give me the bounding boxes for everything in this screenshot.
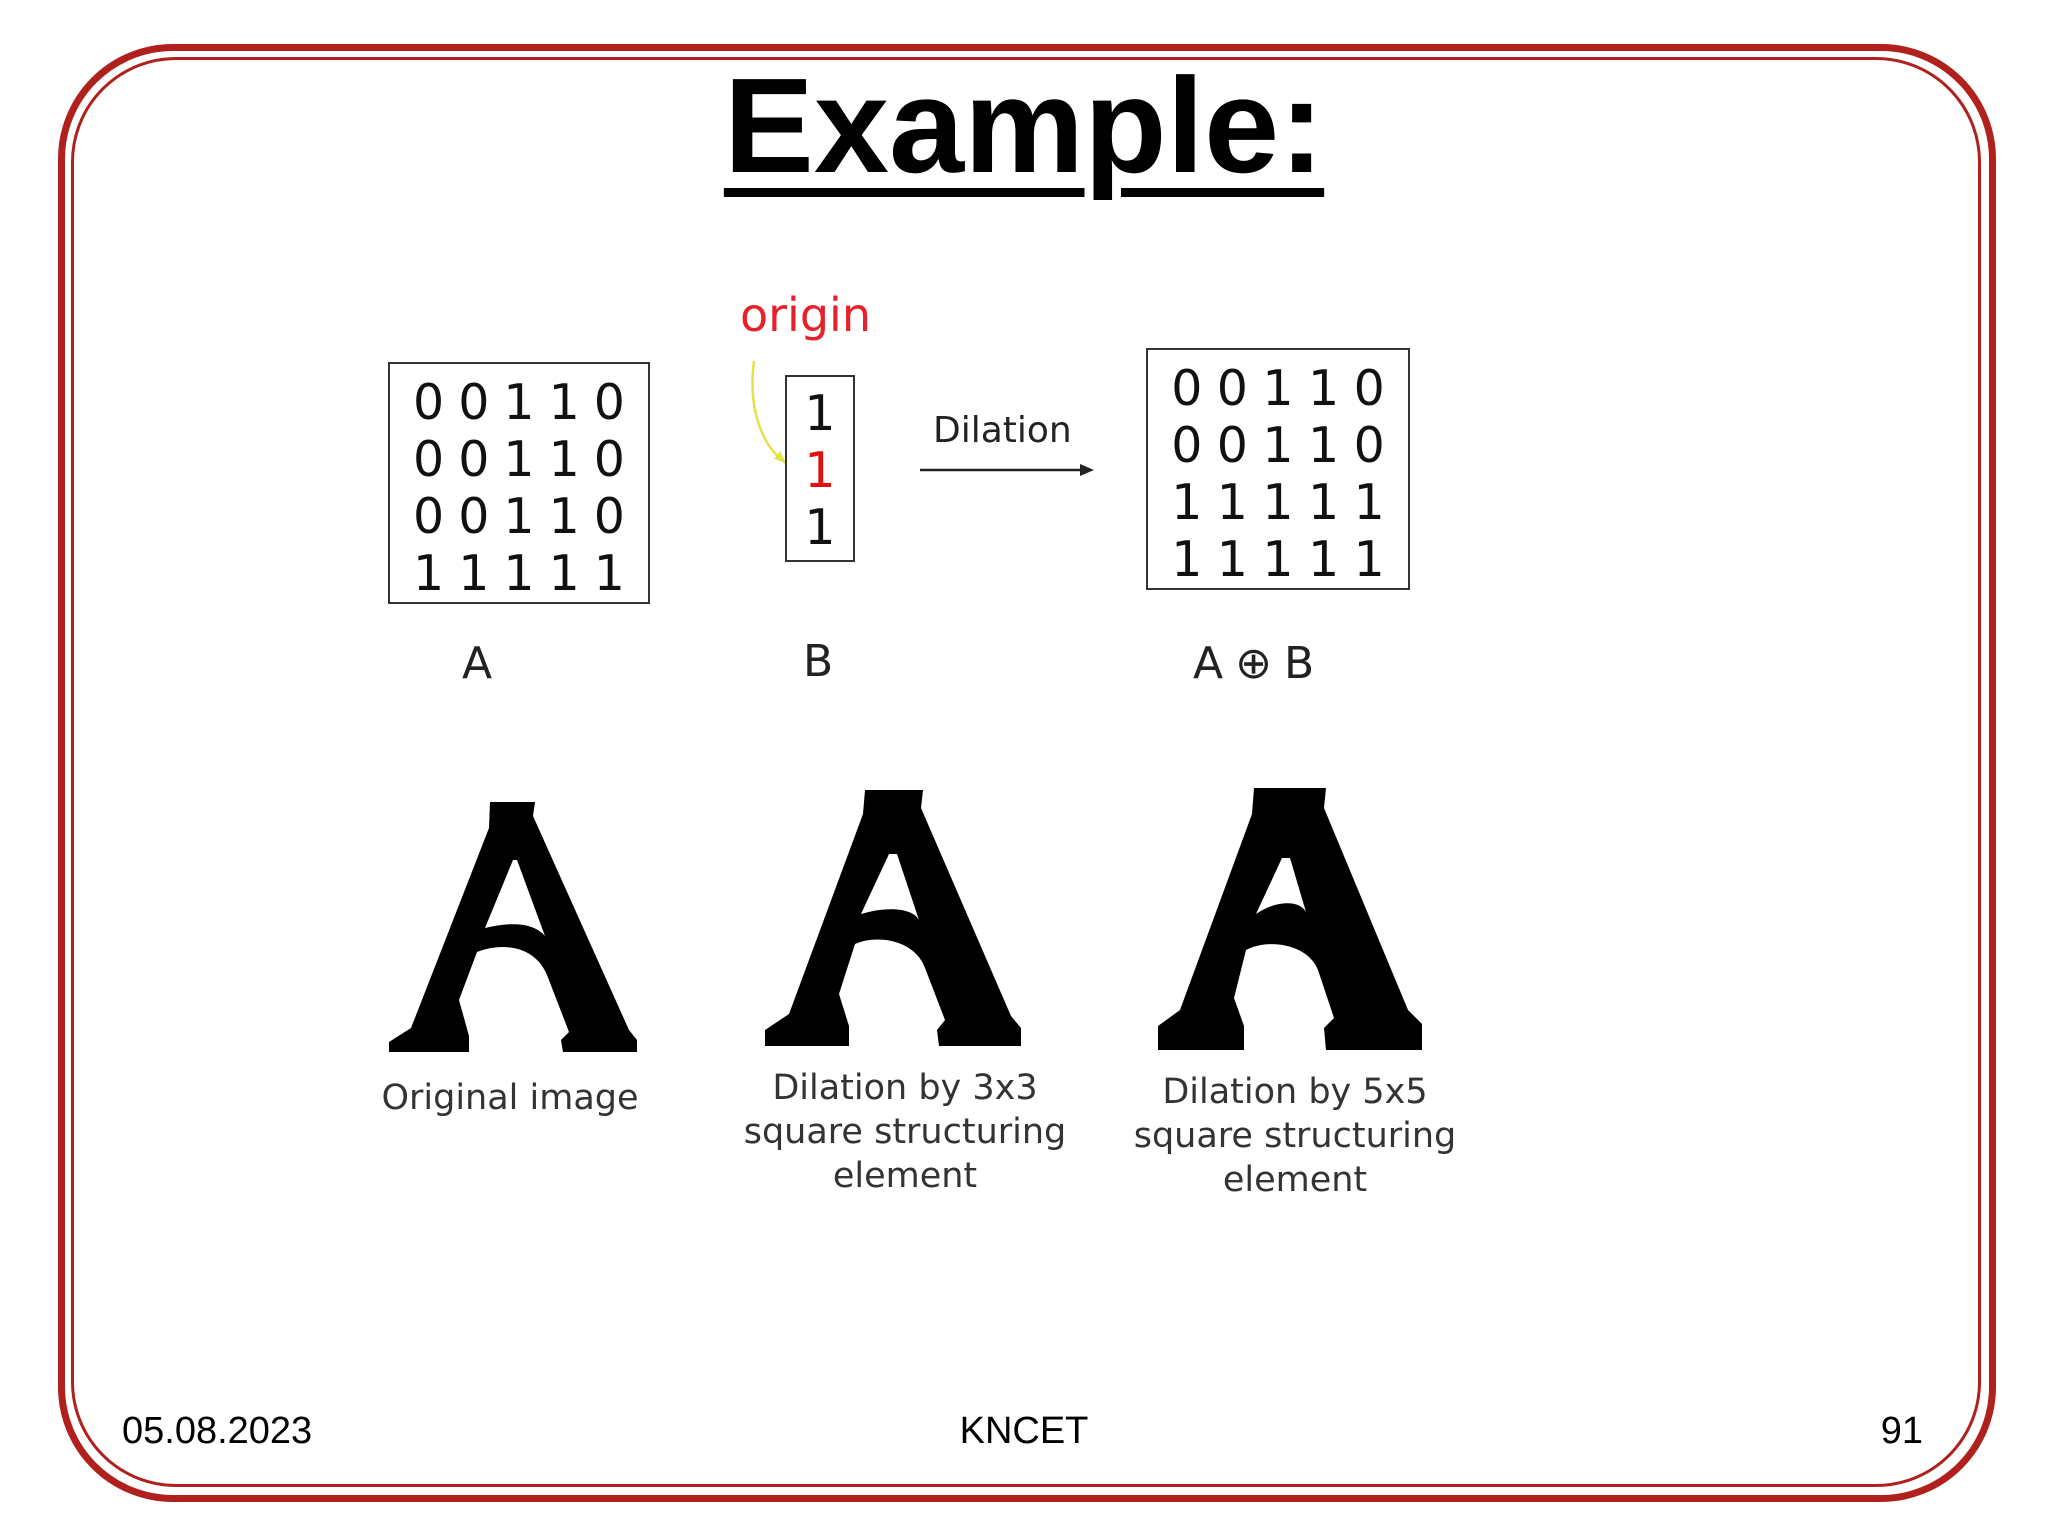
slide-border-inner <box>71 57 1981 1487</box>
matrix-cell: 1 <box>503 431 535 488</box>
result-label <box>1193 638 1314 689</box>
matrix-cell: 1 <box>1171 474 1203 531</box>
matrix-a-label: A <box>462 638 493 689</box>
caption-5x5-line-3: element <box>1222 1160 1368 1200</box>
matrix-cell: 1 <box>413 545 445 602</box>
footer-date: 05.08.2023 <box>122 1410 313 1452</box>
caption-3x3-line-2: square structuring <box>743 1112 1067 1152</box>
matrix-cell: 1 <box>804 499 836 556</box>
matrix-cell: 1 <box>593 545 625 602</box>
matrix-cell: 1 <box>548 545 580 602</box>
matrix-cell: 1 <box>1308 360 1340 417</box>
matrix-cell: 1 <box>548 374 580 431</box>
matrix-cell: 0 <box>593 374 625 431</box>
result-label-a: A <box>1193 638 1224 689</box>
matrix-cell: 0 <box>458 431 490 488</box>
matrix-cell: 1 <box>1308 531 1340 588</box>
matrix-cell: 0 <box>1171 360 1203 417</box>
dilation-label: Dilation <box>933 410 1072 451</box>
matrix-cell: 0 <box>1216 417 1248 474</box>
dilated-5x5-a-image <box>1158 788 1428 1053</box>
matrix-a <box>388 362 650 604</box>
matrix-b-label: B <box>803 636 834 687</box>
matrix-cell: 0 <box>1171 417 1203 474</box>
oplus-symbol: ⊕ <box>1235 638 1272 689</box>
matrix-cell: 1 <box>548 431 580 488</box>
dilated-3x3-a-image <box>765 790 1025 1050</box>
matrix-cell: 0 <box>413 431 445 488</box>
matrix-cell: 0 <box>413 374 445 431</box>
matrix-result <box>1146 348 1410 590</box>
caption-original-image <box>380 1076 640 1120</box>
matrix-cell: 1 <box>1262 417 1294 474</box>
footer-institution: KNCET <box>959 1410 1089 1452</box>
matrix-cell: 1 <box>1353 474 1385 531</box>
matrix-cell: 1 <box>458 545 490 602</box>
caption-dilation-5x5 <box>1130 1070 1460 1202</box>
matrix-cell: 0 <box>1216 360 1248 417</box>
matrix-cell: 1 <box>1353 531 1385 588</box>
matrix-cell: 0 <box>458 488 490 545</box>
matrix-cell: 1 <box>1308 474 1340 531</box>
matrix-cell: 0 <box>458 374 490 431</box>
matrix-cell: 1 <box>1216 474 1248 531</box>
matrix-cell: 0 <box>593 488 625 545</box>
footer-page-number: 91 <box>1880 1410 1923 1452</box>
caption-dilation-3x3 <box>740 1066 1070 1198</box>
matrix-cell: 0 <box>593 431 625 488</box>
matrix-cell: 1 <box>503 488 535 545</box>
caption-5x5-line-2: square structuring <box>1133 1116 1457 1156</box>
caption-3x3-line-3: element <box>832 1156 978 1196</box>
slide-title-text: Example: <box>723 50 1325 201</box>
matrix-cell: 1 <box>503 374 535 431</box>
matrix-cell: 0 <box>1353 360 1385 417</box>
origin-label: origin <box>740 288 871 342</box>
matrix-cell: 1 <box>804 442 836 499</box>
matrix-cell: 1 <box>1262 360 1294 417</box>
caption-original-text: Original image <box>381 1078 639 1118</box>
matrix-cell: 0 <box>1353 417 1385 474</box>
matrix-cell: 1 <box>1171 531 1203 588</box>
matrix-cell: 1 <box>1262 531 1294 588</box>
result-label-b: B <box>1283 638 1315 689</box>
caption-3x3-line-1: Dilation by 3x3 <box>772 1068 1038 1108</box>
slide-title <box>0 48 2048 203</box>
dilation-arrow <box>918 460 1096 480</box>
matrix-cell: 1 <box>1216 531 1248 588</box>
matrix-cell: 1 <box>804 385 836 442</box>
matrix-cell: 1 <box>503 545 535 602</box>
matrix-b-structuring-element <box>785 375 855 562</box>
matrix-cell: 1 <box>548 488 580 545</box>
matrix-cell: 1 <box>1262 474 1294 531</box>
caption-5x5-line-1: Dilation by 5x5 <box>1162 1072 1428 1112</box>
matrix-cell: 1 <box>1308 417 1340 474</box>
original-a-image <box>385 800 645 1055</box>
matrix-cell: 0 <box>413 488 445 545</box>
